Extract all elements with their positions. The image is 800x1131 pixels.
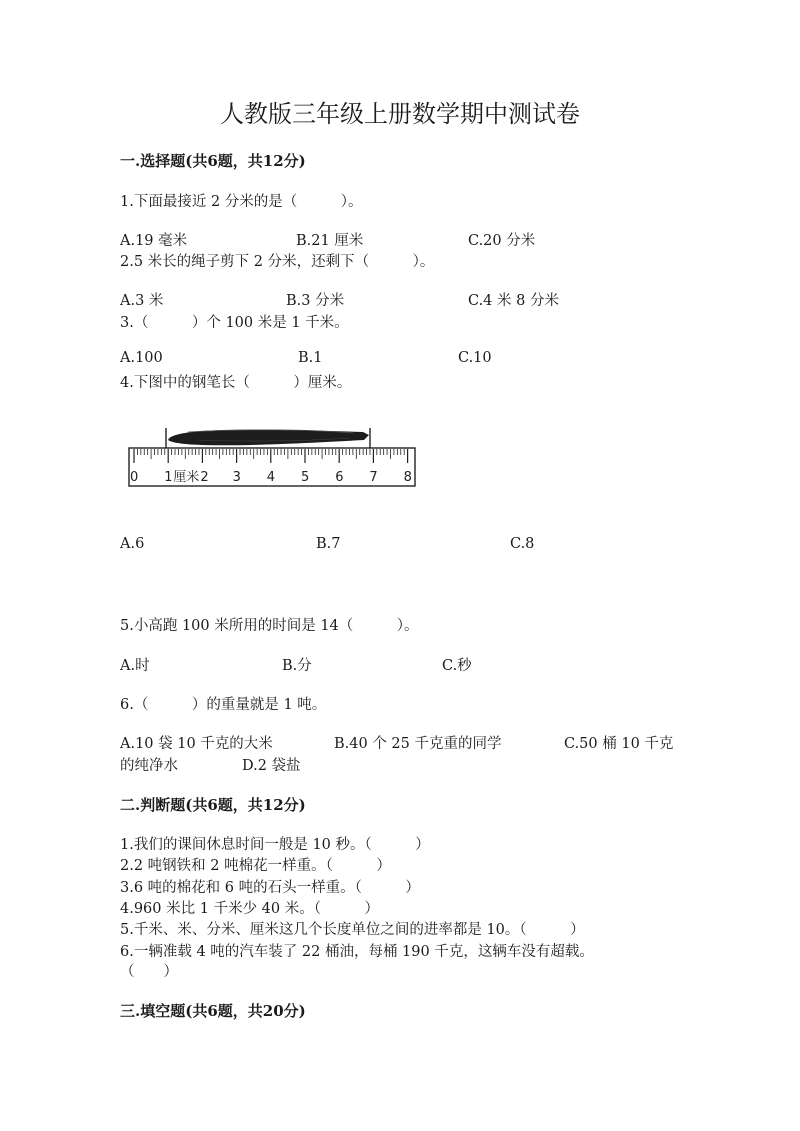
section-1-heading: 一.选择题(共6题，共12分)	[120, 152, 306, 170]
question-3: 3.（ ）个 100 米是 1 千米。	[120, 315, 349, 331]
q5-option-b: B.分	[282, 658, 312, 674]
q6-option-c: C.50 桶 10 千克	[564, 736, 674, 752]
q6-option-c-continued: 的纯净水	[120, 758, 178, 774]
ruler-with-pen-figure	[128, 424, 418, 490]
section-3-heading: 三.填空题(共6题，共20分)	[120, 1002, 306, 1020]
page-title: 人教版三年级上册数学期中测试卷	[220, 100, 580, 128]
ruler-tick-label: 0	[130, 470, 139, 485]
q4-option-b: B.7	[316, 536, 341, 552]
ruler-tick-label: 4	[266, 470, 276, 485]
q5-option-c: C.秒	[442, 658, 472, 674]
q4-option-a: A.6	[120, 536, 145, 552]
section-2-heading: 二.判断题(共6题，共12分)	[120, 796, 306, 814]
ruler-unit-label: 厘米	[173, 470, 200, 485]
ruler-tick-label: 5	[301, 470, 310, 485]
question-2: 2.5 米长的绳子剪下 2 分米，还剩下（ ）。	[120, 254, 435, 270]
judgment-3: 3.6 吨的棉花和 6 吨的石头一样重。（ ）	[120, 880, 420, 896]
q6-option-d: D.2 袋盐	[242, 758, 301, 774]
judgment-4: 4.960 米比 1 千米少 40 米。（ ）	[120, 901, 379, 917]
judgment-6-answer-bracket: （ ）	[120, 964, 178, 980]
judgment-6: 6.一辆准载 4 吨的汽车装了 22 桶油，每桶 190 千克，这辆车没有超载。	[120, 944, 594, 960]
q3-option-a: A.100	[120, 350, 163, 366]
judgment-5: 5.千米、米、分米、厘米这几个长度单位之间的进率都是 10。（ ）	[120, 922, 585, 938]
question-4: 4.下图中的钢笔长（ ）厘米。	[120, 375, 352, 391]
q3-option-b: B.1	[298, 350, 323, 366]
judgment-2: 2.2 吨钢铁和 2 吨棉花一样重。（ ）	[120, 858, 391, 874]
q2-option-b: B.3 分米	[286, 293, 345, 309]
q1-option-c: C.20 分米	[468, 233, 536, 249]
pen-image	[168, 430, 369, 446]
question-6: 6.（ ）的重量就是 1 吨。	[120, 697, 327, 713]
q1-option-a: A.19 毫米	[120, 233, 188, 249]
question-1: 1.下面最接近 2 分米的是（ ）。	[120, 194, 363, 210]
q4-option-c: C.8	[510, 536, 535, 552]
q6-option-b: B.40 个 25 千克重的同学	[334, 736, 502, 752]
ruler-tick-label: 1	[164, 470, 173, 485]
ruler-tick-label: 2	[200, 470, 209, 485]
ruler-tick-label: 8	[403, 470, 412, 485]
q5-option-a: A.时	[120, 658, 150, 674]
ruler-tick-label: 7	[369, 470, 378, 485]
ruler-tick-label: 6	[335, 470, 344, 485]
q3-option-c: C.10	[458, 350, 492, 366]
question-5: 5.小高跑 100 米所用的时间是 14（ ）。	[120, 618, 419, 634]
ruler-tick-label: 3	[232, 470, 241, 485]
q1-option-b: B.21 厘米	[296, 233, 364, 249]
q2-option-c: C.4 米 8 分米	[468, 293, 559, 309]
q6-option-a: A.10 袋 10 千克的大米	[120, 736, 273, 752]
q2-option-a: A.3 米	[120, 293, 164, 309]
judgment-1: 1.我们的课间休息时间一般是 10 秒。（ ）	[120, 837, 430, 853]
